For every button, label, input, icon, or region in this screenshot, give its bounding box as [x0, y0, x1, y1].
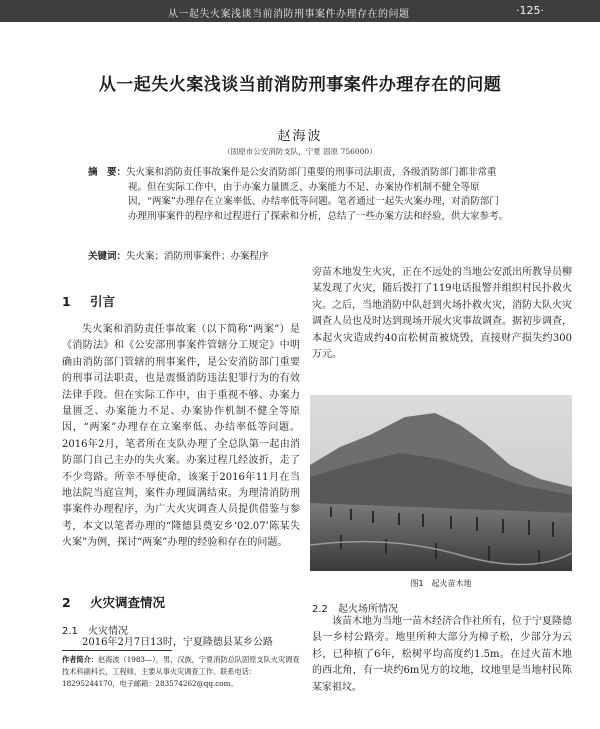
section-number: 1	[62, 294, 71, 309]
running-title: 从一起失火案浅谈当前消防刑事案件办理存在的问题	[168, 9, 410, 20]
abstract-text: 失火案和消防责任事故案件是公安消防部门重要的刑事司法职责，各级消防部门都非常重视。但在实际工作中，由于办案力量匮乏、办案能力不足、办案协作机制不健全等原因，“两案”办理存在立案率低、办结率低等问题。笔者通过一起失火案办理，对消防部门办理刑事案件的程序和过程进行了探索和分析，总结了一些办案方法和经验，供大家参考。	[126, 167, 509, 222]
abstract-label: 摘 要：	[88, 167, 127, 178]
keywords-text: 失火案；消防刑事案件；办案程序	[126, 251, 269, 262]
intro-paragraph: 失火案和消防责任事故案（以下简称“两案”）是《消防法》和《公安部刑事案件管辖分工规定》中明确由消防部门管辖的刑事案件，是公安消防部门重要的刑事司法职责，也是震慑消防违法犯罪行为的有效法律手段。但在实际工作中，由于重视不够、办案力量匮乏、办案能力不足、办案协作机制不健全等原因，“两案”办理存在立案率低、办结率低等问题。2016年2月，笔者所在支队办理了全总队第一起由消防部门自己主办的失火案。办案过程几经波折，走了不少弯路。所幸不辱使命，该案于2016年11月在当地法院当庭宣判，案件办理圆满结束。为理清消防刑事案件办理程序，为广大火灾调查人员提供借鉴与参考，本文以笔者办理的“隆德县奠安乡‘02.07’陈某失火案”为例，探讨“两案”办理的经验和存在的问题。	[62, 324, 300, 549]
running-header	[0, 0, 600, 22]
fire-situation-paragraph-cont: 旁苗木地发生火灾，正在不远处的当地公安派出所教导员柳某发现了火灾，随后拨打了119电话报警并组织村民扑救火灾。之后，当地消防中队赶到火场扑救火灾，消防大队火灾调查人员也及时达到现场开展火灾事故调查。据初步调查，本起火灾造成约40亩松树苗被烧毁，直接财产损失约300万元。	[312, 267, 572, 361]
fire-site-paragraph: 该苗木地为当地一苗木经济合作社所有，位于宁夏隆德县一乡村公路旁。地里所种大部分为樟子松，少部分为云杉，已种植了6年，松树平均高度约1.5m。在过火苗木地的西北角，有一块约6m见方的坟地，坟地里是当地村民陈某家祖坟。	[312, 616, 572, 693]
landscape-photo	[310, 395, 572, 571]
footnote-label: 作者简介：	[62, 655, 98, 664]
abstract	[88, 166, 508, 224]
author-name: 赵海波	[277, 129, 323, 144]
article-title: 从一起失火案浅谈当前消防刑事案件办理存在的问题	[98, 75, 502, 95]
section-title: 引言	[90, 294, 116, 309]
section-heading-introduction	[62, 292, 115, 310]
author-affiliation: （固原市公安消防支队，宁夏 固原 756000）	[223, 147, 377, 156]
footnote-text: 赵海波（1983—），男，汉族，宁夏消防总队固原支队火灾调查技术科副科长，工程师，主要从事火灾调查工作。联系电话：18295244170，电子邮箱：283574262@qq.com。	[62, 655, 300, 688]
section-title: 火灾调查情况	[90, 595, 166, 610]
footnote-divider	[62, 650, 172, 651]
page-number: ·125·	[516, 4, 544, 17]
figure-caption: 图1 起火苗木地	[410, 579, 472, 588]
author-footnote	[62, 654, 302, 689]
subsection-number: 2.2	[312, 604, 328, 615]
subsection-number: 2.1	[62, 626, 78, 637]
fire-situation-paragraph-start: 2016年2月7日13时，宁夏隆德县某乡公路	[82, 637, 273, 648]
subsection-title: 火灾情况	[88, 626, 128, 637]
subsection-title: 起火场所情况	[338, 604, 398, 615]
section-number: 2	[62, 595, 71, 610]
keywords	[88, 248, 508, 262]
figure-burned-nursery-photo	[310, 395, 572, 571]
keywords-label: 关键词：	[88, 251, 127, 262]
abstract-body	[88, 166, 508, 224]
section-heading-fire-investigation	[62, 593, 165, 611]
subsection-heading-fire-site	[312, 600, 398, 615]
